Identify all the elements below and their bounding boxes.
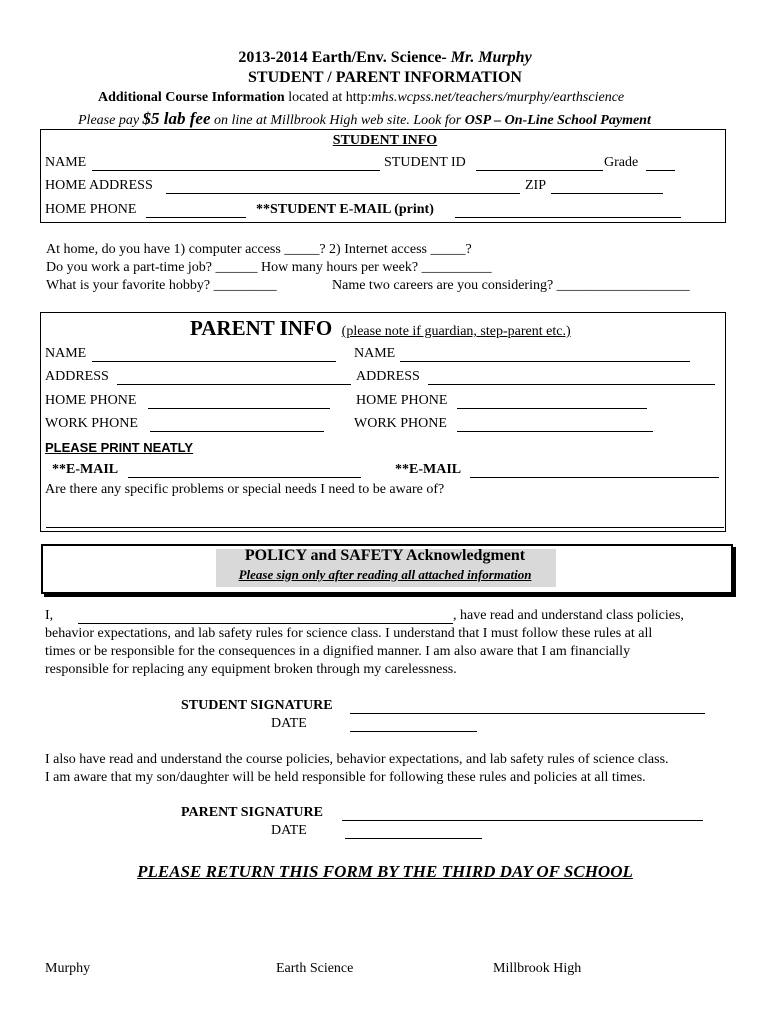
question-part-time-job: Do you work a part-time job? ______ How many hours per week? __________ <box>46 260 492 275</box>
course-info-plain: located at http: <box>284 90 372 105</box>
parent2-work-phone-label: WORK PHONE <box>354 416 447 431</box>
fee-amount: $5 lab fee <box>142 109 211 128</box>
student-email-label: **STUDENT E-MAIL (print) <box>256 202 434 217</box>
parent-info-note: (please note if guardian, step-parent etc.) <box>341 324 571 339</box>
policy-heading: POLICY and SAFETY Acknowledgment <box>244 547 526 564</box>
parent1-name-label: NAME <box>45 346 87 361</box>
fee-mid: on line at Millbrook High web site. Look for <box>210 113 465 128</box>
student-info-heading: STUDENT INFO <box>332 133 438 148</box>
parent2-name-field[interactable] <box>400 361 690 362</box>
footer-right: Millbrook High <box>493 961 582 976</box>
student-home-phone-field[interactable] <box>146 217 246 218</box>
footer-center: Earth Science <box>276 961 354 976</box>
statement-lead: I, <box>45 608 54 623</box>
parent-signature-label: PARENT SIGNATURE <box>181 805 323 820</box>
student-home-phone-label: HOME PHONE <box>45 202 137 217</box>
form-subtitle: STUDENT / PARENT INFORMATION <box>248 69 522 86</box>
parent1-work-phone-field[interactable] <box>150 431 324 432</box>
policy-subheading: Please sign only after reading all attached information <box>238 567 532 582</box>
student-name-statement-field[interactable] <box>78 623 453 624</box>
course-info-url[interactable]: mhs.wcpss.net/teachers/murphy/earthscience <box>371 90 625 105</box>
parent1-home-phone-label: HOME PHONE <box>45 393 137 408</box>
zip-field[interactable] <box>551 193 663 194</box>
parent-statement-line-1: I also have read and understand the course policies, behavior expectations, and lab safety rules of science class. <box>45 752 669 767</box>
parent-info-title <box>190 318 571 339</box>
lab-fee-line <box>78 110 651 128</box>
student-email-field[interactable] <box>455 217 681 218</box>
fee-osp: OSP – On-Line School Payment <box>464 113 651 128</box>
parent-info-heading: PARENT INFO <box>190 316 333 340</box>
title-teacher: Mr. Murphy <box>450 49 532 66</box>
student-name-field[interactable] <box>92 170 380 171</box>
parent1-email-field[interactable] <box>128 477 361 478</box>
grade-label: Grade <box>604 155 639 170</box>
title-year-subject: 2013-2014 Earth/Env. Science- <box>238 49 451 66</box>
parent-date-label: DATE <box>271 823 307 838</box>
parent2-home-phone-label: HOME PHONE <box>356 393 448 408</box>
parent-signature-field[interactable] <box>342 820 703 821</box>
footer-left: Murphy <box>45 961 91 976</box>
student-signature-label: STUDENT SIGNATURE <box>181 698 333 713</box>
course-info-line <box>98 91 624 105</box>
special-needs-field[interactable] <box>46 527 724 528</box>
parent-statement-line-2: I am aware that my son/daughter will be held responsible for following these rules and policies at all times. <box>45 770 646 785</box>
statement-line-3: times or be responsible for the consequences in a dignified manner. I am also aware that I am financially <box>45 644 631 659</box>
parent1-email-label: **E-MAIL <box>52 462 119 477</box>
parent2-home-phone-field[interactable] <box>457 408 647 409</box>
parent2-address-label: ADDRESS <box>356 369 420 384</box>
question-computer-internet: At home, do you have 1) computer access _____? 2) Internet access _____? <box>46 242 472 257</box>
parent2-name-label: NAME <box>354 346 396 361</box>
parent2-work-phone-field[interactable] <box>457 431 653 432</box>
parent2-email-field[interactable] <box>470 477 719 478</box>
student-name-label: NAME <box>45 155 87 170</box>
parent1-home-phone-field[interactable] <box>148 408 330 409</box>
zip-label: ZIP <box>525 178 546 193</box>
student-signature-field[interactable] <box>350 713 705 714</box>
parent1-work-phone-label: WORK PHONE <box>45 416 138 431</box>
question-hobby: What is your favorite hobby? _________ <box>46 278 277 293</box>
student-id-field[interactable] <box>476 170 603 171</box>
student-id-label: STUDENT ID <box>384 155 466 170</box>
statement-line-4: responsible for replacing any equipment broken through my carelessness. <box>45 662 457 677</box>
parent1-address-label: ADDRESS <box>45 369 109 384</box>
grade-field[interactable] <box>646 170 675 171</box>
parent1-name-field[interactable] <box>92 361 336 362</box>
parent-date-field[interactable] <box>345 838 482 839</box>
parent2-address-field[interactable] <box>428 384 715 385</box>
print-neatly-notice: PLEASE PRINT NEATLY <box>45 440 194 455</box>
statement-line-2: behavior expectations, and lab safety rules for science class. I understand that I must follow these rules at all <box>45 626 653 641</box>
student-date-field[interactable] <box>350 731 477 732</box>
student-date-label: DATE <box>271 716 307 731</box>
question-careers: Name two careers are you considering? ___________________ <box>332 278 690 293</box>
fee-pre: Please pay <box>78 113 143 128</box>
home-address-field[interactable] <box>166 193 520 194</box>
course-info-bold: Additional Course Information <box>98 90 285 105</box>
statement-tail: , have read and understand class policies, <box>453 608 684 623</box>
home-address-label: HOME ADDRESS <box>45 178 153 193</box>
special-needs-question: Are there any specific problems or special needs I need to be aware of? <box>45 482 445 497</box>
return-notice: PLEASE RETURN THIS FORM BY THE THIRD DAY OF SCHOOL <box>137 862 633 881</box>
form-title <box>0 50 770 66</box>
parent2-email-label: **E-MAIL <box>395 462 462 477</box>
parent1-address-field[interactable] <box>117 384 351 385</box>
